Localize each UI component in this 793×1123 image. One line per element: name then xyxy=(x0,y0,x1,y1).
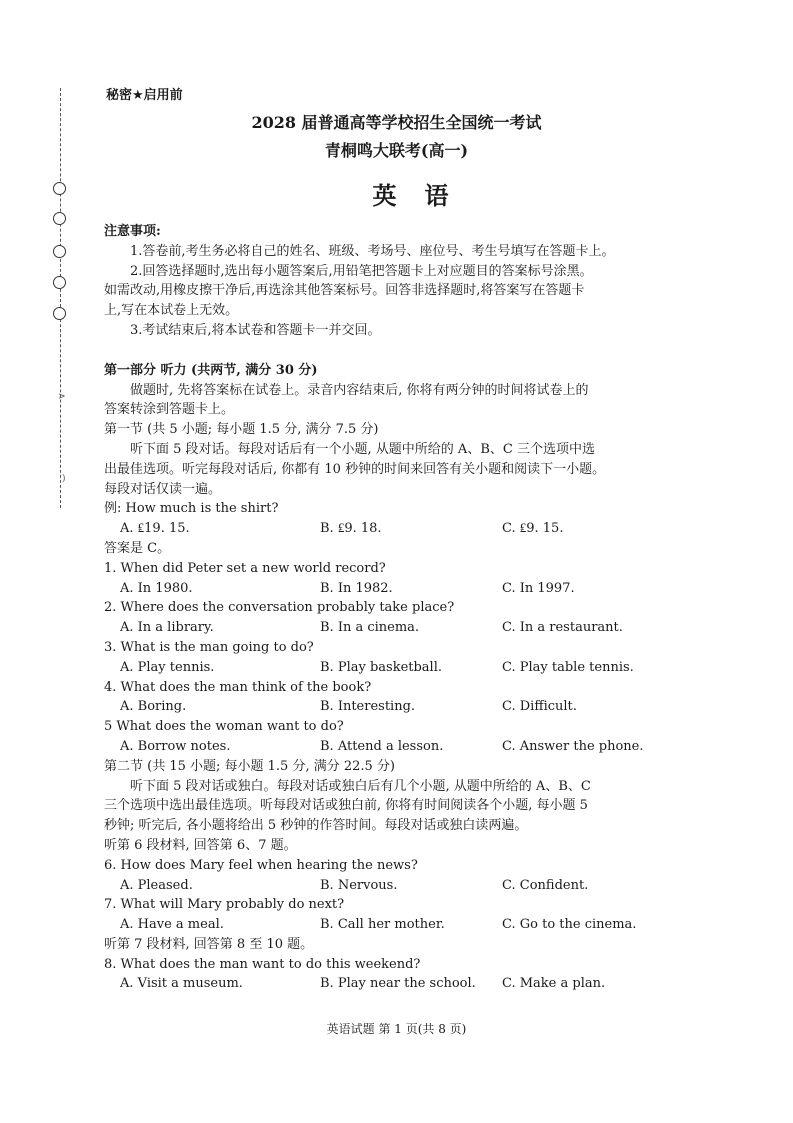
option-b: B. Interesting. xyxy=(320,699,416,715)
material-label: 听第 6 段材料, 回答第 6、7 题。 xyxy=(104,837,297,853)
notice-line: 2.回答选择题时,选出每小题答案后,用铅笔把答题卡上对应题目的答案标号涂黑。 xyxy=(130,263,593,279)
section-instruction: 三个选项中选出最佳选项。听每段对话或独白前, 你将有时间阅读各个小题, 每小题 5 xyxy=(104,798,588,814)
option-c: C. Go to the cinema. xyxy=(502,917,637,933)
section-heading: 第一节 (共 5 小题; 每小题 1.5 分, 满分 7.5 分) xyxy=(104,422,379,438)
example-options xyxy=(104,519,694,539)
section-heading: 第二节 (共 15 小题; 每小题 1.5 分, 满分 22.5 分) xyxy=(104,758,396,774)
subject-title: 英语 xyxy=(372,181,477,210)
option-a: A. Pleased. xyxy=(120,877,193,893)
option-a: A. Play tennis. xyxy=(120,659,215,675)
binding-hole xyxy=(53,276,66,289)
page-footer: 英语试题 第 1 页(共 8 页) xyxy=(326,1022,467,1036)
option-c: C. Confident. xyxy=(502,877,589,893)
option-a: A. Have a meal. xyxy=(120,917,224,933)
question-text: 7. What will Mary probably do next? xyxy=(104,897,345,913)
option-c: C. Difficult. xyxy=(502,699,577,715)
option-b: B. ₤9. 18. xyxy=(320,521,382,537)
part-intro-line: 做题时, 先将答案标在试卷上。录音内容结束后, 你将有两分钟的时间将试卷上的 xyxy=(130,382,589,398)
option-a: A. ₤19. 15. xyxy=(120,521,190,537)
example-answer: 答案是 C。 xyxy=(104,540,171,556)
section-instruction: 每段对话仅读一遍。 xyxy=(104,481,222,497)
option-b: B. Attend a lesson. xyxy=(320,738,444,754)
question-text: 3. What is the man going to do? xyxy=(104,639,314,655)
option-c: C. In a restaurant. xyxy=(502,620,623,636)
part-heading: 第一部分 听力 (共两节, 满分 30 分) xyxy=(104,362,318,378)
question-options xyxy=(104,915,694,935)
question-options xyxy=(104,974,694,994)
margin-mark: > xyxy=(58,392,66,402)
page-content xyxy=(104,222,694,994)
question-options xyxy=(104,876,694,896)
option-b: B. Nervous. xyxy=(320,877,398,893)
example-question: 例: How much is the shirt? xyxy=(104,501,279,517)
option-b: B. In a cinema. xyxy=(320,620,420,636)
option-a: A. Borrow notes. xyxy=(120,738,231,754)
notice-heading: 注意事项: xyxy=(104,224,161,239)
section-instruction: 出最佳选项。听完每段对话后, 你都有 10 秒钟的时间来回答有关小题和阅读下一小题。 xyxy=(104,461,606,477)
exam-title: 2028 届普通高等学校招生全国统一考试 xyxy=(251,113,542,132)
option-b: B. Play basketball. xyxy=(320,659,443,675)
section-instruction: 听下面 5 段对话。每段对话后有一个小题, 从题中所给的 A、B、C 三个选项中选 xyxy=(130,441,595,457)
option-b: B. Play near the school. xyxy=(320,976,476,992)
option-a: A. Boring. xyxy=(120,699,187,715)
question-options xyxy=(104,737,694,757)
question-text: 6. How does Mary feel when hearing the news? xyxy=(104,857,418,873)
option-a: A. In 1980. xyxy=(120,580,193,596)
question-options xyxy=(104,658,694,678)
secret-label: 秘密★启用前 xyxy=(106,88,183,103)
notice-line: 3.考试结束后,将本试卷和答题卡一并交回。 xyxy=(130,322,381,338)
notice-line: 上,写在本试卷上无效。 xyxy=(104,303,239,319)
option-b: B. In 1982. xyxy=(320,580,393,596)
binding-hole xyxy=(53,307,66,320)
question-options xyxy=(104,618,694,638)
section-instruction: 听下面 5 段对话或独白。每段对话或独白后有几个小题, 从题中所给的 A、B、C xyxy=(130,778,591,794)
option-c: C. ₤9. 15. xyxy=(502,521,564,537)
binding-hole xyxy=(53,245,66,258)
notice-line: 1.答卷前,考生务必将自己的姓名、班级、考场号、座位号、考生号填写在答题卡上。 xyxy=(130,243,615,259)
question-text: 4. What does the man think of the book? xyxy=(104,679,372,695)
exam-subtitle: 青桐鸣大联考(高一) xyxy=(324,141,469,160)
option-a: A. Visit a museum. xyxy=(120,976,243,992)
question-text: 1. When did Peter set a new world record? xyxy=(104,560,386,576)
part-intro-line: 答案转涂到答题卡上。 xyxy=(104,402,235,418)
margin-mark: ) xyxy=(62,474,66,484)
question-text: 2. Where does the conversation probably take place? xyxy=(104,600,455,616)
section-instruction: 秒钟; 听完后, 各小题将给出 5 秒钟的作答时间。每段对话或独白读两遍。 xyxy=(104,818,528,834)
option-c: C. Play table tennis. xyxy=(502,659,634,675)
binding-hole xyxy=(53,212,66,225)
material-label: 听第 7 段材料, 回答第 8 至 10 题。 xyxy=(104,936,314,952)
question-options xyxy=(104,579,694,599)
option-c: C. Make a plan. xyxy=(502,976,606,992)
option-a: A. In a library. xyxy=(120,620,214,636)
question-text: 8. What does the man want to do this weekend? xyxy=(104,956,421,972)
option-c: C. In 1997. xyxy=(502,580,575,596)
option-b: B. Call her mother. xyxy=(320,917,445,933)
notice-line: 如需改动,用橡皮擦干净后,再选涂其他答案标号。回答非选择题时,将答案写在答题卡 xyxy=(104,283,585,299)
option-c: C. Answer the phone. xyxy=(502,738,644,754)
question-options xyxy=(104,697,694,717)
question-text: 5 What does the woman want to do? xyxy=(104,719,344,735)
